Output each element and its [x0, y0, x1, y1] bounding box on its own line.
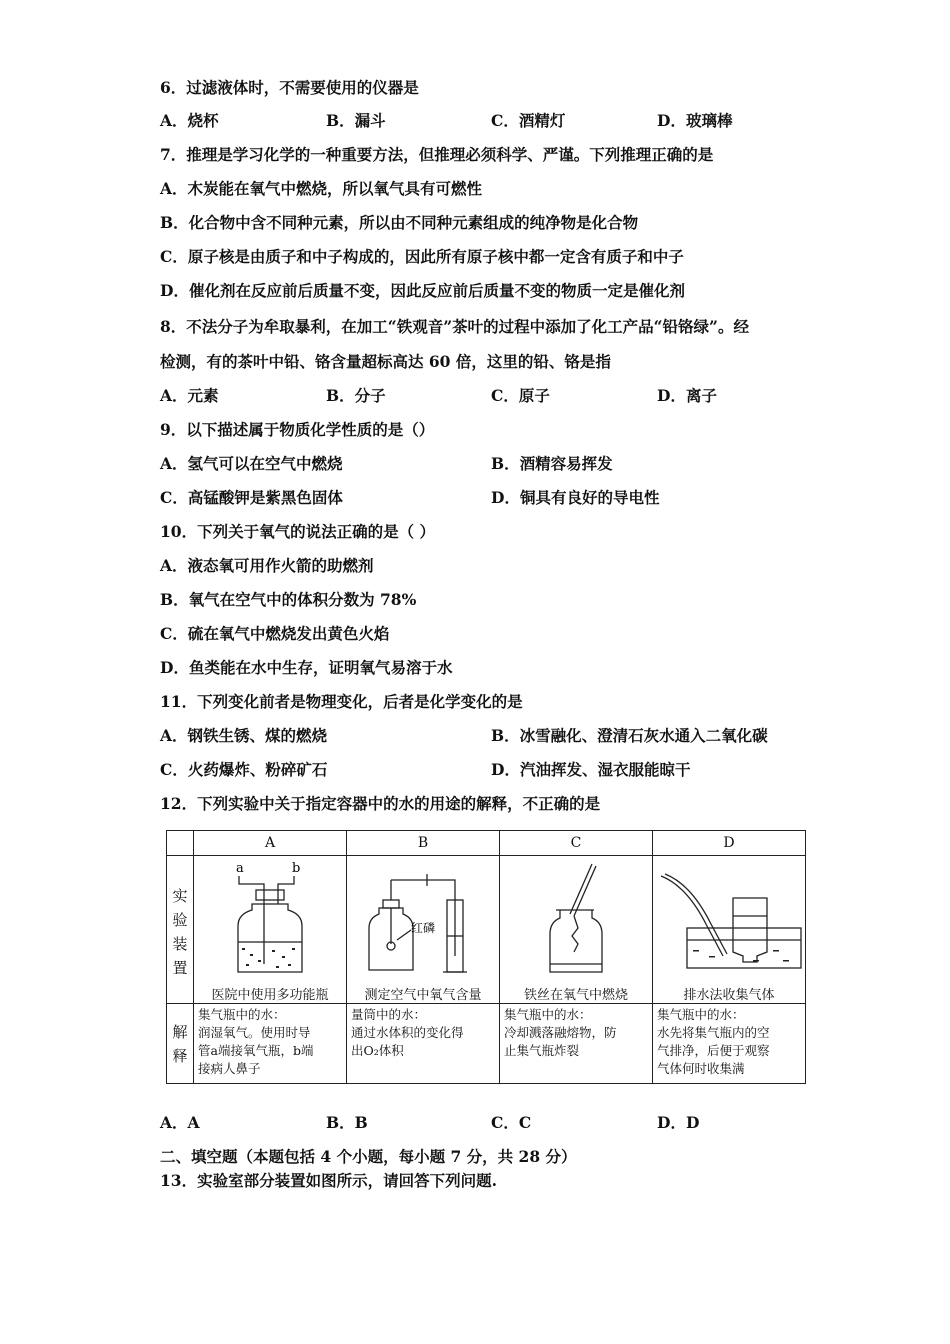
caption-a: 医院中使用多功能瓶: [211, 988, 329, 1003]
column-header-a: A: [194, 831, 347, 856]
q7-option-a: A．木炭能在氧气中燃烧，所以氧气具有可燃性: [160, 179, 483, 198]
explanation-cell-d: [653, 1004, 806, 1084]
q8-stem-line1: 8．不法分子为牟取暴利，在加工“铁观音”茶叶的过程中添加了化工产品“铅铬绿”。经: [160, 317, 749, 336]
explanation-line: 接病人鼻子: [198, 1061, 261, 1076]
row-label-char: 解: [172, 1022, 188, 1041]
q6-option-b: B．漏斗: [326, 111, 386, 130]
explanation-line: 通过水体积的变化得: [351, 1025, 464, 1040]
q12-option-a: A．A: [160, 1113, 200, 1132]
caption-c: 铁丝在氧气中燃烧: [523, 988, 628, 1003]
explanation-line: 润湿氧气。使用时导: [198, 1025, 311, 1040]
q6-stem: 6．过滤液体时，不需要使用的仪器是: [160, 78, 419, 97]
table-corner-cell: [167, 831, 194, 856]
q12-experiment-table: [166, 830, 806, 1084]
explanation-line: 集气瓶中的水：: [657, 1007, 745, 1022]
explanation-line: 出O₂体积: [351, 1043, 404, 1058]
row-label-apparatus: [167, 856, 194, 1004]
row-label-char: 释: [172, 1046, 188, 1065]
row-label-char: 装: [172, 934, 188, 953]
q12-option-c: C．C: [491, 1113, 532, 1132]
section-2-heading: 二、填空题（本题包括 4 个小题，每小题 7 分，共 28 分）: [160, 1147, 577, 1166]
q7-option-c: C．原子核是由质子和中子构成的，因此所有原子核中都一定含有质子和中子: [160, 247, 684, 266]
label-b: b: [292, 861, 301, 876]
caption-b: 测定空气中氧气含量: [364, 988, 482, 1003]
q6-option-c: C．酒精灯: [491, 111, 566, 130]
q11-option-c: C．火药爆炸、粉碎矿石: [160, 760, 328, 779]
q12-option-d: D．D: [657, 1113, 700, 1132]
q12-option-b: B．B: [326, 1113, 368, 1132]
explanation-line: 止集气瓶炸裂: [504, 1043, 580, 1058]
row-label-char: 验: [172, 910, 188, 929]
row-label-char: 置: [172, 958, 188, 977]
explanation-cell-a: [194, 1004, 347, 1084]
q9-option-b: B．酒精容易挥发: [491, 454, 613, 473]
oxygen-content-figure: [347, 856, 499, 980]
q9-option-d: D．铜具有良好的导电性: [491, 488, 660, 507]
q9-stem: 9．以下描述属于物质化学性质的是（）: [160, 420, 435, 439]
q8-option-b: B．分子: [326, 386, 386, 405]
q8-stem-line2: 检测，有的茶叶中铅、铬含量超标高达 60 倍，这里的铅、铬是指: [160, 352, 611, 371]
q9-option-c: C．高锰酸钾是紫黑色固体: [160, 488, 343, 507]
explanation-line: 冷却溅落融熔物，防: [504, 1025, 617, 1040]
apparatus-cell-c: [500, 856, 653, 1004]
q11-option-d: D．汽油挥发、湿衣服能晾干: [491, 760, 691, 779]
apparatus-cell-b: [347, 856, 500, 1004]
column-header-c: C: [500, 831, 653, 856]
water-displacement-figure: [653, 856, 805, 980]
q7-option-d: D．催化剂在反应前后质量不变，因此反应前后质量不变的物质一定是催化剂: [160, 281, 685, 300]
q6-option-a: A．烧杯: [160, 111, 219, 130]
explanation-line: 水先将集气瓶内的空: [657, 1025, 770, 1040]
row-label-explanation: [167, 1004, 194, 1084]
label-red-phosphorus: 红磷: [411, 921, 436, 935]
iron-wire-figure: [500, 856, 652, 980]
q7-stem: 7．推理是学习化学的一种重要方法，但推理必须科学、严谨。下列推理正确的是: [160, 145, 714, 164]
row-label-char: 实: [172, 886, 188, 905]
caption-d: 排水法收集气体: [683, 988, 775, 1003]
q10-option-d: D．鱼类能在水中生存，证明氧气易溶于水: [160, 658, 453, 677]
column-header-d: D: [653, 831, 806, 856]
q6-option-d: D．玻璃棒: [657, 111, 733, 130]
multifunction-bottle-figure: [194, 856, 346, 980]
explanation-cell-b: [347, 1004, 500, 1084]
explanation-line: 管a端接氧气瓶，b端: [198, 1043, 314, 1058]
q8-option-a: A．元素: [160, 386, 219, 405]
q11-option-a: A．钢铁生锈、煤的燃烧: [160, 726, 328, 745]
apparatus-cell-d: [653, 856, 806, 1004]
q12-stem: 12．下列实验中关于指定容器中的水的用途的解释，不正确的是: [160, 794, 601, 813]
q9-option-a: A．氢气可以在空气中燃烧: [160, 454, 343, 473]
q10-option-b: B．氧气在空气中的体积分数为 78%: [160, 590, 417, 609]
q11-option-b: B．冰雪融化、澄清石灰水通入二氧化碳: [491, 726, 768, 745]
q10-stem: 10．下列关于氧气的说法正确的是（ ）: [160, 522, 435, 541]
explanation-line: 气体何时收集满: [657, 1061, 745, 1076]
explanation-line: 气排净，后便于观察: [657, 1043, 770, 1058]
explanation-line: 量筒中的水：: [351, 1007, 427, 1022]
q7-option-b: B．化合物中含不同种元素，所以由不同种元素组成的纯净物是化合物: [160, 213, 639, 232]
column-header-b: B: [347, 831, 500, 856]
q11-stem: 11．下列变化前者是物理变化，后者是化学变化的是: [160, 692, 523, 711]
q8-option-d: D．离子: [657, 386, 717, 405]
label-a: a: [236, 861, 244, 876]
explanation-line: 集气瓶中的水：: [198, 1007, 286, 1022]
q8-option-c: C．原子: [491, 386, 550, 405]
q13-stem: 13．实验室部分装置如图所示，请回答下列问题.: [160, 1171, 497, 1190]
q10-option-a: A．液态氧可用作火箭的助燃剂: [160, 556, 374, 575]
apparatus-cell-a: [194, 856, 347, 1004]
explanation-line: 集气瓶中的水：: [504, 1007, 592, 1022]
q10-option-c: C．硫在氧气中燃烧发出黄色火焰: [160, 624, 390, 643]
explanation-cell-c: [500, 1004, 653, 1084]
